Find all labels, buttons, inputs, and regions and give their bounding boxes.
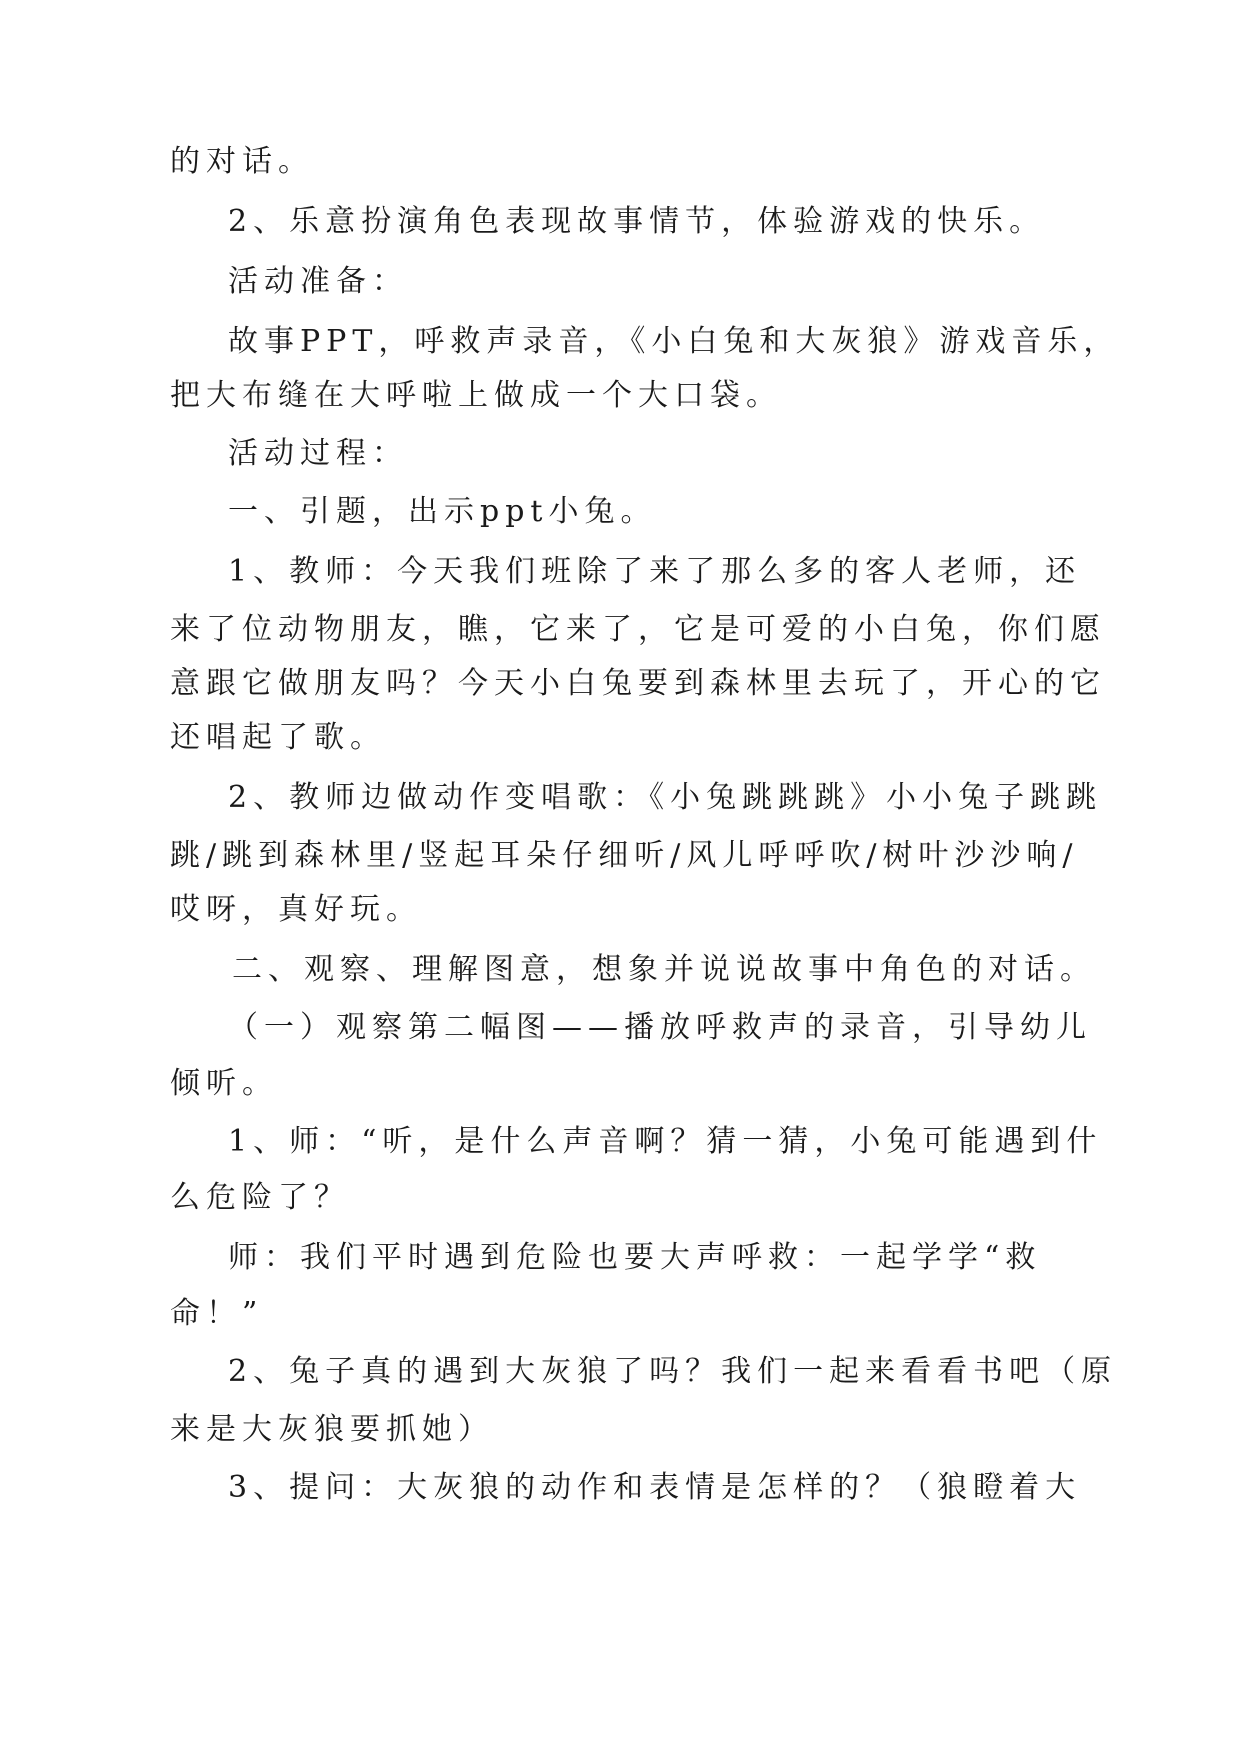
text-line: 1、师：“听，是什么声音啊？猜一猜，小兔可能遇到什: [228, 1124, 1103, 1159]
text-line: 来了位动物朋友，瞧，它来了，它是可爱的小白兔，你们愿: [170, 612, 1106, 647]
text-line: 二、观察、理解图意，想象并说说故事中角色的对话。: [232, 952, 1096, 987]
text-line: 2、兔子真的遇到大灰狼了吗？我们一起来看看书吧（原: [228, 1354, 1118, 1389]
text-line: 故事PPT，呼救声录音，《小白兔和大灰狼》游戏音乐，: [228, 324, 1120, 359]
text-line: 还唱起了歌。: [170, 720, 386, 755]
text-line: 来是大灰狼要抓她）: [170, 1412, 494, 1447]
text-line: 师：我们平时遇到危险也要大声呼救：一起学学“救: [228, 1240, 1042, 1275]
text-line: 倾听。: [170, 1066, 278, 1101]
text-line: 2、教师边做动作变唱歌：《小兔跳跳跳》小小兔子跳跳: [228, 780, 1103, 815]
text-line: 的对话。: [170, 144, 314, 179]
text-line: 把大布缝在大呼啦上做成一个大口袋。: [170, 378, 782, 413]
text-line: 一、引题，出示ppt小兔。: [228, 494, 657, 529]
text-line: （一）观察第二幅图——播放呼救声的录音，引导幼儿: [228, 1010, 1092, 1045]
text-line: 意跟它做朋友吗？今天小白兔要到森林里去玩了，开心的它: [170, 666, 1106, 701]
text-line: 么危险了？: [170, 1180, 350, 1215]
text-line: 哎呀，真好玩。: [170, 892, 422, 927]
text-line: 跳/跳到森林里/竖起耳朵仔细听/风儿呼呼吹/树叶沙沙响/: [170, 838, 1079, 873]
section-heading: 活动准备：: [228, 264, 408, 299]
text-line: 3、提问：大灰狼的动作和表情是怎样的？（狼瞪着大: [228, 1470, 1082, 1505]
section-heading: 活动过程：: [228, 436, 408, 471]
text-line: 命！”: [170, 1296, 264, 1331]
text-line: 2、乐意扮演角色表现故事情节，体验游戏的快乐。: [228, 204, 1046, 239]
text-line: 1、教师：今天我们班除了来了那么多的客人老师，还: [228, 554, 1082, 589]
